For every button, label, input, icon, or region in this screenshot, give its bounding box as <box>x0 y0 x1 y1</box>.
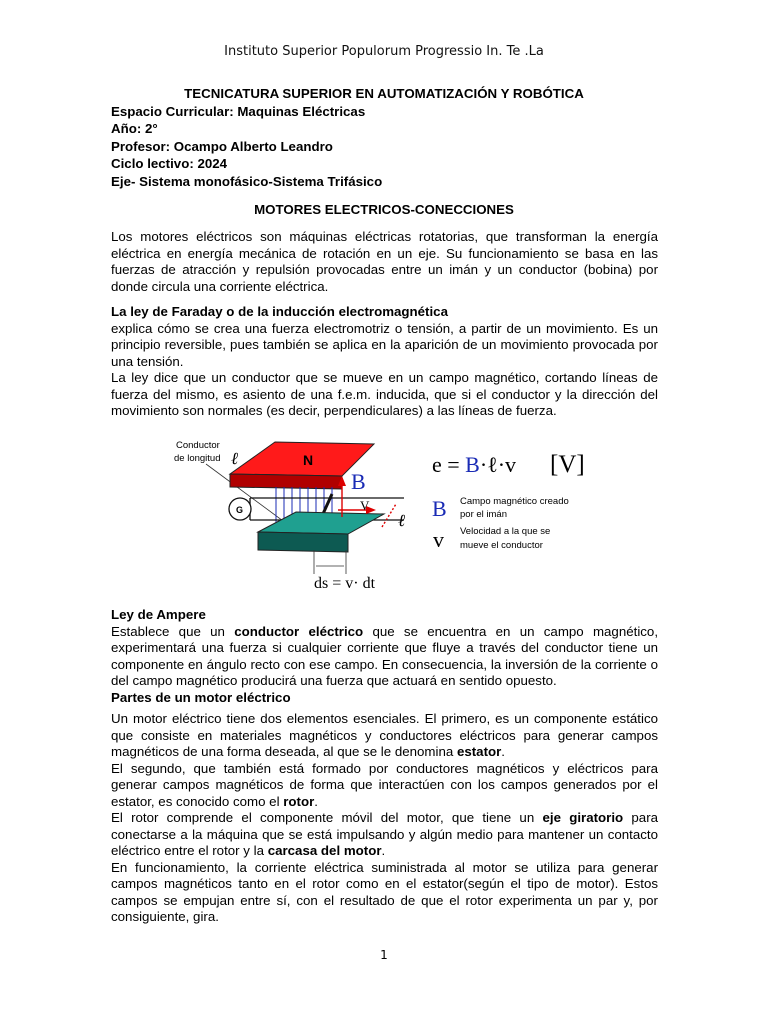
emf-formula: e = B·ℓ·v <box>432 452 517 477</box>
cycle-line: Ciclo lectivo: 2024 <box>111 156 228 172</box>
ampere-section <box>111 607 658 706</box>
legend-v-symbol: v <box>433 527 444 552</box>
parts-paragraph-1: Un motor eléctrico tiene dos elementos esenciales. El primero, es un componente estático que consiste en materiales magnéticos y conductores eléctricos para generar campos magnéticos de una forma deseada, al que se le denomina estator. <box>111 711 658 759</box>
year-line: Año: 2° <box>111 121 158 137</box>
v-label: V <box>360 498 370 513</box>
ell-label: ℓ <box>231 449 239 468</box>
parts-paragraph-3: El rotor comprende el componente móvil del motor, que tiene un eje giratorio para conectarse a la máquina que se está impulsando y algún medio para mantener un contacto eléctrico entre el rotor y la carcasa del motor. <box>111 810 659 858</box>
parts-heading: Partes de un motor eléctrico <box>111 689 291 705</box>
page-number: 1 <box>380 948 388 962</box>
course-line: Espacio Curricular: Maquinas Eléctricas <box>111 103 366 119</box>
north-label: N <box>303 452 314 468</box>
conductor-label-1: Conductor <box>176 440 220 451</box>
parts-paragraph-4: En funcionamiento, la corriente eléctrica suministrada al motor se utiliza para generar campos magnéticos tanto en el rotor como en el estator(según el tipo de motor). Estos campos se empujan entre sí, con el resultado de que el rotor experimenta un par y, por consiguiente, gira. <box>111 859 658 924</box>
parts-paragraph-2: El segundo, que también está formado por conductores magnéticos y eléctricos para generar campos magnéticos de forma que interactúen con los campos generados por el estator, es conocido como el rotor. <box>111 760 658 809</box>
south-magnet-side <box>258 532 348 552</box>
faraday-paragraph-2: La ley dice que un conductor que se mueve en un campo magnético, cortando líneas de fuerza del mismo, es asiento de una f.e.m. inducida, que si el conductor y la dirección del movimiento son normales (es decir, perpendiculares) a las líneas de fuerza. <box>111 370 658 418</box>
professor-line: Profesor: Ocampo Alberto Leandro <box>111 138 333 154</box>
legend-b-symbol: B <box>432 496 447 521</box>
legend-v-line-1: Velocidad a la que se <box>460 526 551 537</box>
faraday-section <box>111 304 658 420</box>
conductor-label-2: de longitud <box>174 453 221 464</box>
south-magnet-top <box>258 512 384 534</box>
program-title: TECNICATURA SUPERIOR EN AUTOMATIZACIÓN Y ROBÓTICA <box>184 86 584 101</box>
page-title: MOTORES ELECTRICOS-CONECCIONES <box>254 202 514 217</box>
faraday-diagram <box>170 432 600 597</box>
formula-unit: [V] <box>550 451 585 478</box>
ell-small-label: ℓ <box>398 511 406 530</box>
north-magnet-side <box>230 474 342 489</box>
institution-header: Instituto Superior Populorum Progressio In. Te .La <box>224 44 544 59</box>
legend-b-line-2: por el imán <box>460 509 507 520</box>
faraday-paragraph-1: explica cómo se crea una fuerza electromotriz o tensión, a partir de un movimiento. Es un principio reversible, pues también se aplica en la aparición de un movimiento provocada por una tensión. <box>111 320 658 369</box>
ampere-heading: Ley de Ampere <box>111 607 206 622</box>
ds-formula: ds = v· dt <box>314 575 376 592</box>
legend-v-line-2: mueve el conductor <box>460 540 543 551</box>
parts-section <box>111 711 658 926</box>
galvanometer-label: G <box>236 505 244 515</box>
axis-line: Eje- Sistema monofásico-Sistema Trifásico <box>111 173 383 189</box>
faraday-heading: La ley de Faraday o de la inducción electromagnética <box>111 304 448 319</box>
legend-b-line-1: Campo magnético creado <box>460 496 569 507</box>
course-info <box>111 85 671 191</box>
b-field-label: B <box>351 469 366 494</box>
intro-paragraph: Los motores eléctricos son máquinas eléctricas rotatorias, que transforman la energía eléctrica en energía mecánica de rotación en un eje. Su funcionamiento se basa en las fuerzas de atracción y repulsión provocadas entre un imán y un conductor (bobina) por donde circula una corriente eléctrica. <box>111 229 658 294</box>
ampere-paragraph: Establece que un conductor eléctrico que se encuentra en un campo magnético, experimentará una fuerza si cualquier corriente que fluye a través del conductor tiene un componente en ángulo recto con ese campo. En consecuencia, la inversión de la corriente o del campo magnético producirá una fuerza que actuará en sentido opuesto. <box>111 623 659 688</box>
